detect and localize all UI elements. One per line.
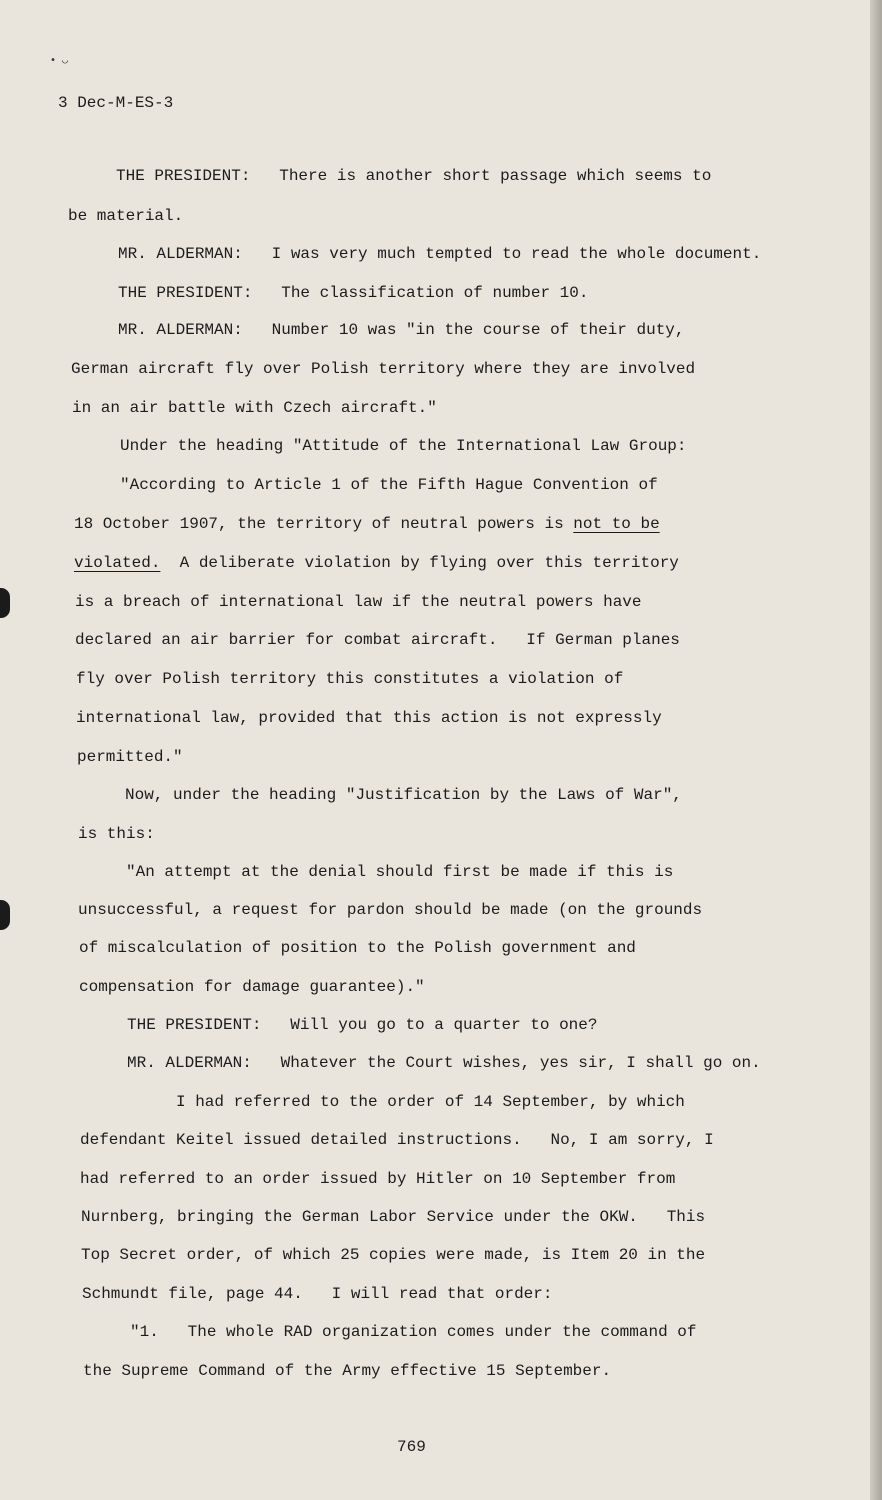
text-line-15: international law, provided that this action is not expressly <box>76 709 662 727</box>
page-edge <box>870 0 882 1500</box>
text-line-30: Schmundt file, page 44. I will read that order: <box>82 1285 553 1303</box>
text-line-16: permitted." <box>77 748 183 766</box>
text-line-23: THE PRESIDENT: Will you go to a quarter to one? <box>127 1016 598 1034</box>
text-line-10 <box>74 514 660 534</box>
binder-hole-bottom <box>0 900 10 930</box>
text-line-19: "An attempt at the denial should first be made if this is <box>126 863 674 881</box>
underlined-phrase-1: not to be <box>573 515 660 533</box>
text-line-27: had referred to an order issued by Hitler on 10 September from <box>80 1170 676 1188</box>
underlined-phrase-2: violated. <box>74 554 161 572</box>
text-line-5: MR. ALDERMAN: Number 10 was "in the course of their duty, <box>118 321 685 339</box>
text-line-32: the Supreme Command of the Army effective 15 September. <box>83 1362 612 1380</box>
text-line-29: Top Secret order, of which 25 copies were made, is Item 20 in the <box>81 1246 706 1264</box>
text-line-18: is this: <box>78 825 155 843</box>
text-line-11 <box>74 553 679 573</box>
text-line-3: MR. ALDERMAN: I was very much tempted to read the whole document. <box>118 245 762 263</box>
text-line-25: I had referred to the order of 14 September, by which <box>176 1093 685 1111</box>
binder-hole-top <box>0 588 10 618</box>
text-line-28: Nurnberg, bringing the German Labor Service under the OKW. This <box>81 1208 706 1226</box>
text-line-24: MR. ALDERMAN: Whatever the Court wishes, yes sir, I shall go on. <box>127 1054 761 1072</box>
text-line-7: in an air battle with Czech aircraft." <box>72 399 437 417</box>
text-line-22: compensation for damage guarantee)." <box>79 978 425 996</box>
text-line-1: THE PRESIDENT: There is another short passage which seems to <box>116 167 712 185</box>
text-line-31: "1. The whole RAD organization comes under the command of <box>130 1323 697 1341</box>
text-line-26: defendant Keitel issued detailed instructions. No, I am sorry, I <box>80 1131 714 1149</box>
text-line-11-plain: A deliberate violation by flying over this territory <box>160 554 679 572</box>
text-line-9: "According to Article 1 of the Fifth Hague Convention of <box>120 476 658 494</box>
text-line-20: unsuccessful, a request for pardon should be made (on the grounds <box>78 901 703 919</box>
text-line-17: Now, under the heading "Justification by the Laws of War", <box>125 786 682 804</box>
page-reference: 3 Dec-M-ES-3 <box>58 94 174 112</box>
text-line-2: be material. <box>68 207 184 225</box>
text-line-6: German aircraft fly over Polish territory where they are involved <box>71 360 696 378</box>
text-line-21: of miscalculation of position to the Polish government and <box>79 939 636 957</box>
text-line-4: THE PRESIDENT: The classification of number 10. <box>118 284 589 302</box>
corner-marks: • ◡ <box>50 55 69 66</box>
text-line-14: fly over Polish territory this constitutes a violation of <box>76 670 624 688</box>
text-line-10-plain: 18 October 1907, the territory of neutral powers is <box>74 515 574 533</box>
text-line-12: is a breach of international law if the neutral powers have <box>75 593 642 611</box>
text-line-8: Under the heading "Attitude of the International Law Group: <box>120 437 687 455</box>
page-number: 769 <box>397 1438 426 1456</box>
text-line-13: declared an air barrier for combat aircraft. If German planes <box>75 631 680 649</box>
